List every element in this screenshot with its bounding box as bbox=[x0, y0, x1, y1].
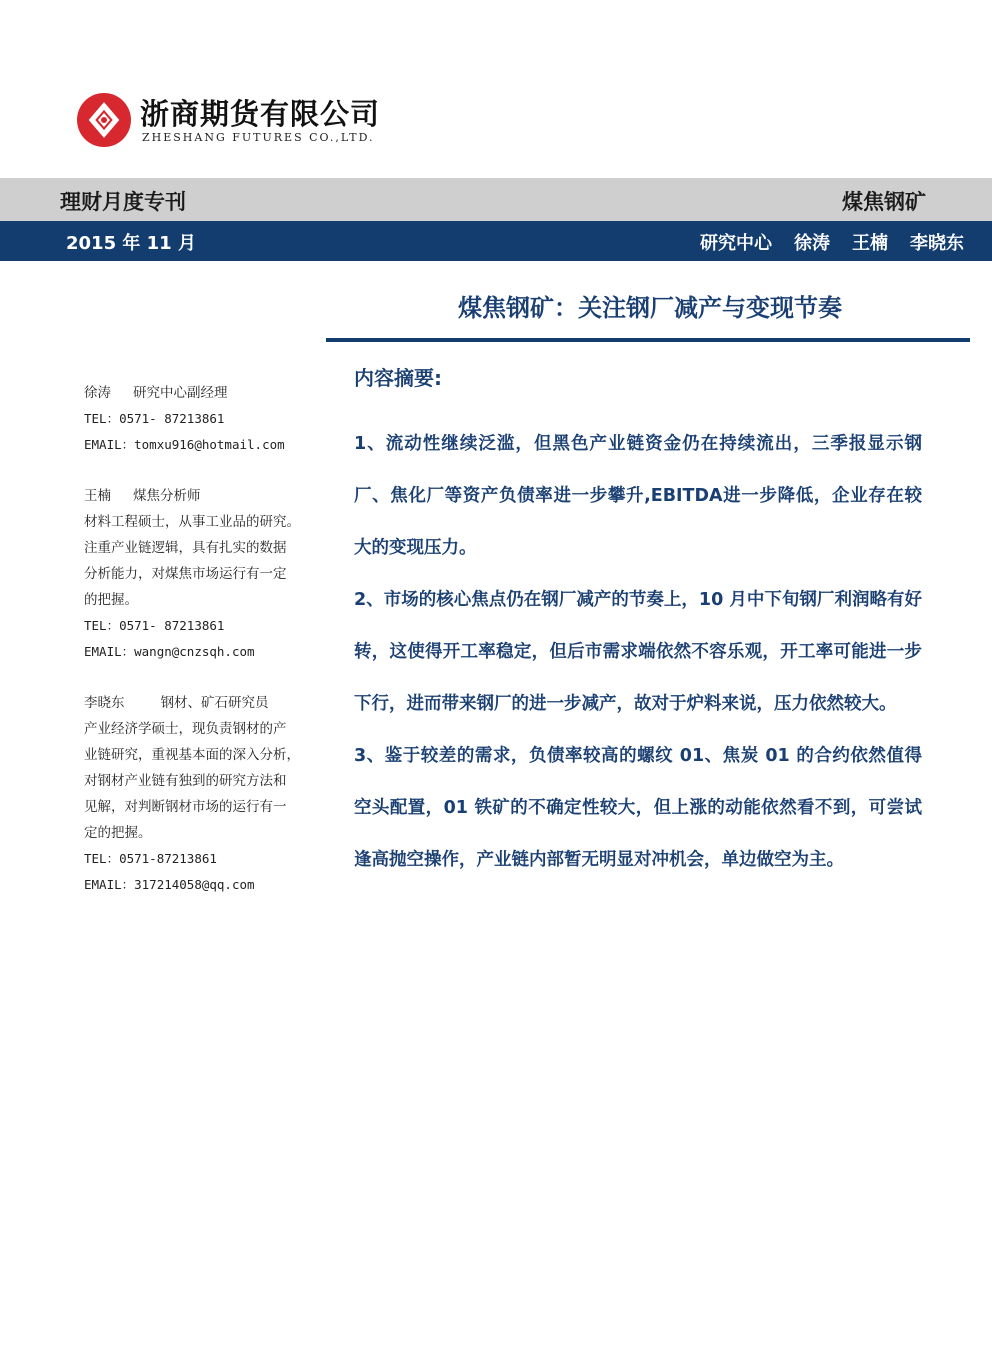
author-bio-line: 见解，对判断钢材市场的运行有一 bbox=[84, 799, 287, 815]
author-role: 钢材、矿石研究员 bbox=[160, 695, 269, 711]
author-role: 研究中心副经理 bbox=[133, 385, 228, 401]
author-bio-line: 的把握。 bbox=[84, 592, 138, 608]
report-date: 2015 年 11 月 bbox=[66, 233, 196, 254]
author-tel: TEL：0571-87213861 bbox=[84, 851, 217, 866]
author-name-row bbox=[84, 690, 324, 716]
author-card bbox=[84, 690, 324, 898]
publication-type: 理财月度专刊 bbox=[60, 190, 186, 214]
report-title: 煤焦钢矿：关注钢厂减产与变现节奏 bbox=[458, 294, 842, 322]
author-card bbox=[84, 483, 324, 665]
date-author-bar bbox=[0, 221, 992, 261]
author-email[interactable]: EMAIL：tomxu916@hotmail.com bbox=[84, 437, 285, 452]
author-name: 徐涛 bbox=[84, 385, 111, 401]
author-name: 王楠 bbox=[84, 488, 111, 504]
author-name: 李晓东 bbox=[84, 695, 125, 711]
author-bio-line: 定的把握。 bbox=[84, 825, 152, 841]
author-bio-line: 分析能力，对煤焦市场运行有一定 bbox=[84, 566, 287, 582]
publication-bar bbox=[0, 178, 992, 221]
author-card bbox=[84, 380, 324, 458]
summary-point: 1、流动性继续泛滥，但黑色产业链资金仍在持续流出，三季报显示钢厂、焦化厂等资产负债率进一步攀升,EBITDA进一步降低，企业存在较大的变现压力。 bbox=[354, 434, 922, 558]
author-list bbox=[700, 229, 964, 255]
author-name-row bbox=[84, 380, 324, 406]
title-divider bbox=[326, 338, 970, 342]
zheshang-logo-icon bbox=[76, 92, 132, 148]
author-tel: TEL：0571- 87213861 bbox=[84, 411, 225, 426]
author-tel: TEL：0571- 87213861 bbox=[84, 618, 225, 633]
summary-point: 2、市场的核心焦点仍在钢厂减产的节奏上，10 月中下旬钢厂利润略有好转，这使得开工率稳定，但后市需求端依然不容乐观，开工率可能进一步下行，进而带来钢厂的进一步减产，故对于炉料来说，压力依然较大。 bbox=[354, 590, 922, 714]
summary-heading: 内容摘要: bbox=[354, 366, 442, 390]
author-bio-line: 对钢材产业链有独到的研究方法和 bbox=[84, 773, 287, 789]
author-bio-line: 产业经济学硕士，现负责钢材的产 bbox=[84, 721, 287, 737]
author-name-row bbox=[84, 483, 324, 509]
author-email[interactable]: EMAIL：317214058@qq.com bbox=[84, 877, 255, 892]
author-name: 李晓东 bbox=[910, 233, 964, 254]
company-name-en: ZHESHANG FUTURES CO.,LTD. bbox=[142, 131, 375, 144]
author-sidebar bbox=[84, 380, 324, 923]
author-bio-line: 业链研究，重视基本面的深入分析， bbox=[84, 747, 300, 763]
author-email[interactable]: EMAIL：wangn@cnzsqh.com bbox=[84, 644, 255, 659]
author-dept: 研究中心 bbox=[700, 233, 772, 254]
author-bio-line: 注重产业链逻辑，具有扎实的数据 bbox=[84, 540, 287, 556]
author-bio-line: 材料工程硕士，从事工业品的研究。 bbox=[84, 514, 300, 530]
report-category: 煤焦钢矿 bbox=[842, 190, 926, 214]
summary-point: 3、鉴于较差的需求，负债率较高的螺纹 01、焦炭 01 的合约依然值得空头配置，01 铁矿的不确定性较大，但上涨的动能依然看不到，可尝试逢高抛空操作，产业链内部暂无明显对冲机会，单边做空为主。 bbox=[354, 746, 922, 870]
author-role: 煤焦分析师 bbox=[133, 488, 201, 504]
author-name: 徐涛 bbox=[794, 233, 830, 254]
summary-body bbox=[354, 418, 922, 886]
company-name-cn: 浙商期货有限公司 bbox=[140, 97, 381, 131]
author-name: 王楠 bbox=[852, 233, 888, 254]
